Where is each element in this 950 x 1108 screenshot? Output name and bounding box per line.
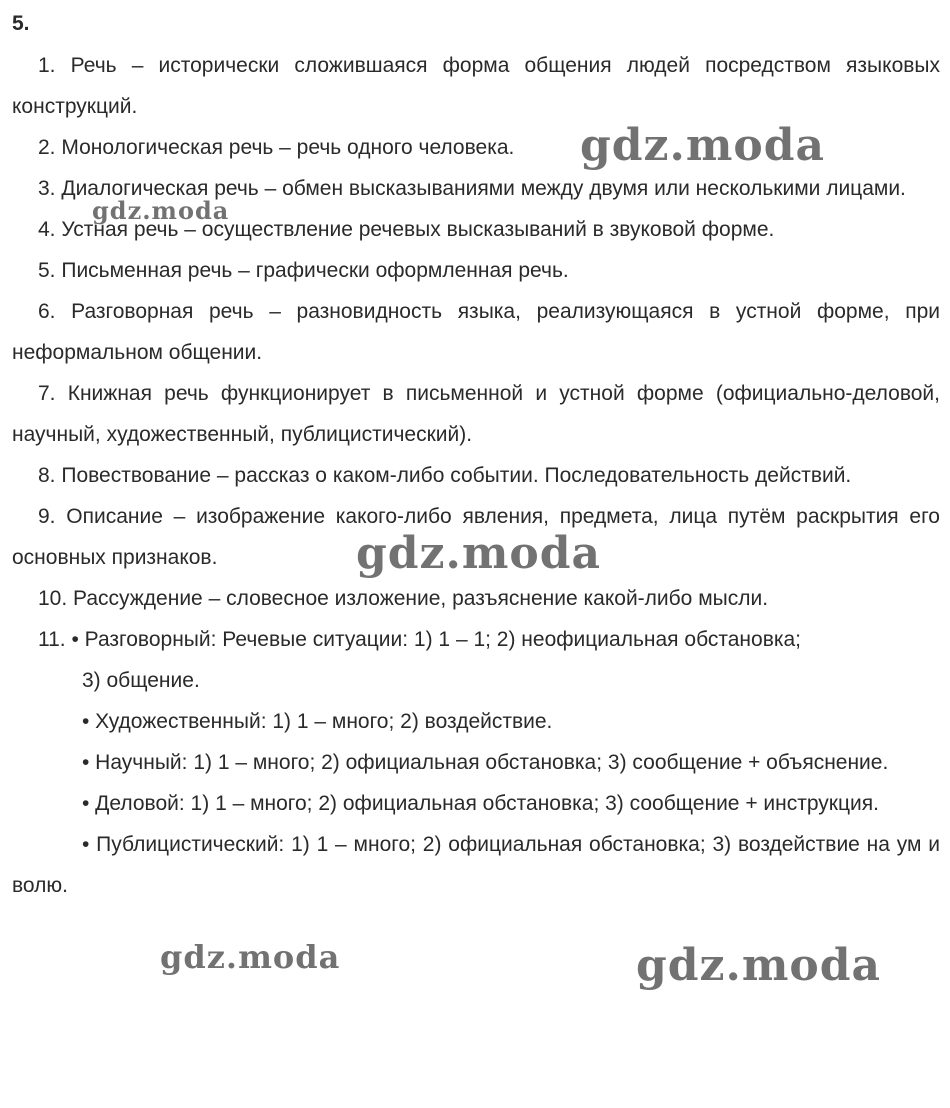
- watermark-logo: gdz.moda: [580, 120, 826, 171]
- watermark-logo: gdz.moda: [636, 940, 882, 991]
- item-5: 5. Письменная речь – графически оформленная речь.: [38, 259, 569, 282]
- item-1: 1. Речь – исторически сложившаяся форма общения людей посредством языковых конструкций.: [12, 54, 940, 118]
- item-9: 9. Описание – изображение какого-либо явления, предмета, лица путём раскрытия его основных признаков.: [12, 505, 940, 569]
- sub-item-scientific: • Научный: 1) 1 – много; 2) официальная обстановка; 3) сообщение + объяснение.: [82, 751, 889, 774]
- item-8: 8. Повествование – рассказ о каком-либо событии. Последовательность действий.: [38, 464, 852, 487]
- item-11: 11. • Разговорный: Речевые ситуации: 1) 1 – 1; 2) неофициальная обстановка;: [38, 628, 802, 651]
- item-6: 6. Разговорная речь – разновидность языка, реализующаяся в устной форме, при неформальном общении.: [12, 300, 940, 364]
- sub-item-artistic: • Художественный: 1) 1 – много; 2) воздействие.: [82, 710, 553, 733]
- item-11-continuation: 3) общение.: [82, 669, 200, 692]
- watermark-logo: gdz.moda: [92, 196, 230, 225]
- item-3: 3. Диалогическая речь – обмен высказываниями между двумя или несколькими лицами.: [38, 177, 906, 200]
- task-number: 5.: [12, 12, 30, 35]
- sub-item-business: • Деловой: 1) 1 – много; 2) официальная обстановка; 3) сообщение + инструкция.: [82, 792, 879, 815]
- watermark-logo: gdz.moda: [160, 938, 341, 976]
- answer-page: [12, 8, 940, 906]
- item-10: 10. Рассуждение – словесное изложение, разъяснение какой-либо мысли.: [38, 587, 769, 610]
- item-2: 2. Монологическая речь – речь одного человека.: [38, 136, 515, 159]
- item-4: 4. Устная речь – осуществление речевых высказываний в звуковой форме.: [38, 218, 775, 241]
- item-7: 7. Книжная речь функционирует в письменной и устной форме (официально-деловой, научный, художественный, публицистический).: [12, 382, 940, 446]
- watermark-logo: gdz.moda: [356, 528, 602, 579]
- sub-item-publicistic: • Публицистический: 1) 1 – много; 2) официальная обстановка; 3) воздействие на ум и волю.: [12, 833, 940, 897]
